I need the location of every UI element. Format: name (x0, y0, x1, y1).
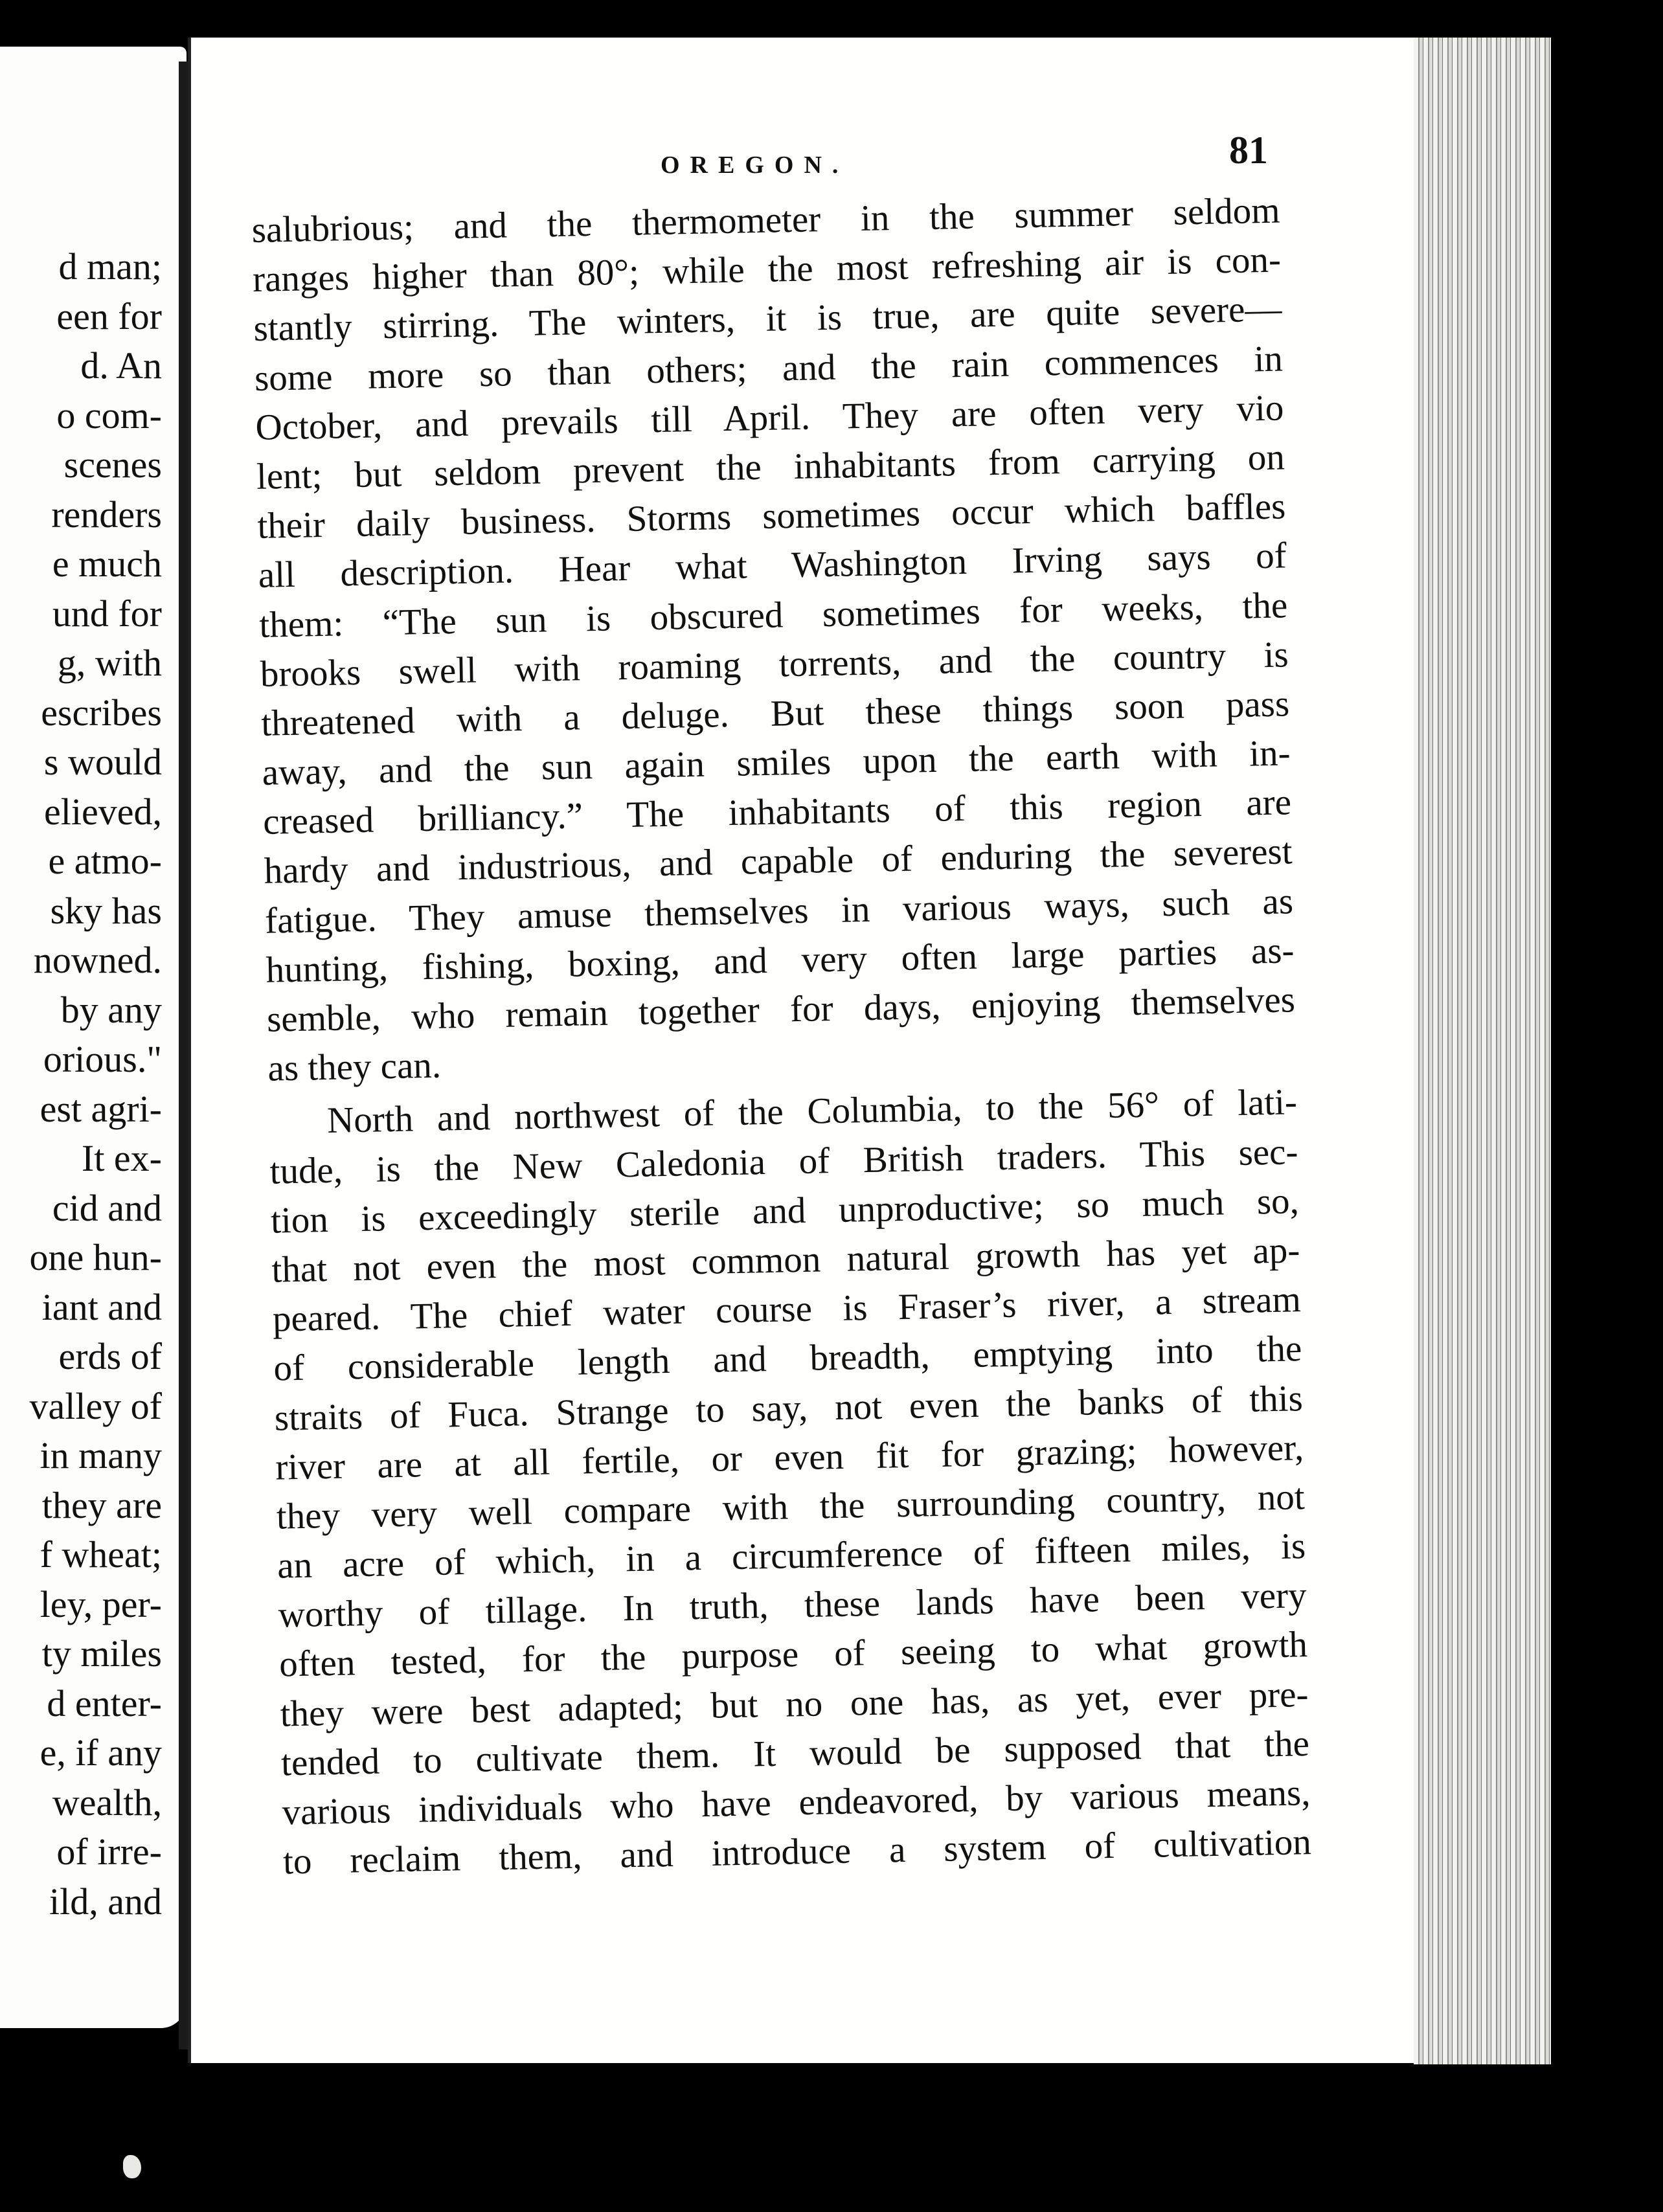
text-line: peared. The chief water course is Fraser’s river, a stream (272, 1279, 1302, 1340)
text-line: often tested, for the purpose of seeing to what growth (278, 1624, 1308, 1686)
text-line: threatened with a deluge. But these things soon pass (260, 683, 1290, 744)
page-body (251, 186, 1312, 1887)
left-line: iant and (41, 1285, 162, 1328)
text-line: river are at all fertile, or even fit for grazing; however, (275, 1427, 1304, 1488)
left-line: o com- (56, 394, 162, 436)
left-line: scenes (63, 444, 162, 486)
left-line: s would (43, 741, 162, 783)
left-line: renders (51, 493, 162, 536)
left-line: orious." (43, 1038, 162, 1080)
text-line: creased brilliancy.” The inhabitants of this region are (262, 782, 1292, 843)
left-line: d enter- (47, 1682, 162, 1724)
left-line: in many (40, 1434, 162, 1476)
background-edge (1551, 0, 1663, 2212)
text-line: to reclaim them, and introduce a system of cultivation (282, 1822, 1312, 1882)
page-number: 81 (1229, 129, 1268, 172)
text-line: hardy and industrious, and capable of enduring the severest (264, 831, 1293, 892)
text-line: North and northwest of the Columbia, to the 56° of lati- (326, 1081, 1298, 1142)
text-line: semble, who remain together for days, enjoying themselves (266, 979, 1296, 1040)
left-line: cid and (52, 1186, 162, 1229)
text-line: tended to cultivate them. It would be supposed that the (280, 1722, 1310, 1784)
left-line: nowned. (33, 939, 162, 981)
paper-blemish (123, 2155, 141, 2178)
text-line: brooks swell with roaming torrents, and the country is (260, 634, 1289, 695)
text-line: that not even the most common natural growth has yet ap- (271, 1230, 1300, 1291)
left-line: e, if any (40, 1732, 162, 1774)
text-line: as they can. (267, 1044, 442, 1089)
text-line: hunting, fishing, boxing, and very often large parties as- (266, 930, 1295, 991)
text-line: all description. Hear what Washington Irving says of (258, 535, 1287, 596)
text-line: fatigue. They amuse themselves in various ways, such as (264, 880, 1294, 942)
left-line: und for (52, 592, 162, 635)
text-line: they were best adapted; but no one has, as yet, ever pre- (280, 1673, 1309, 1735)
left-line: of irre- (56, 1831, 162, 1873)
left-line: ty miles (41, 1632, 162, 1675)
text-line: straits of Fuca. Strange to say, not even the banks of this (274, 1377, 1304, 1439)
text-line: worthy of tillage. In truth, these lands have been very (278, 1575, 1307, 1636)
left-line: erds of (58, 1335, 162, 1377)
text-line: salubrious; and the thermometer in the summer seldom (251, 190, 1281, 251)
left-line: e atmo- (48, 840, 162, 882)
left-line: ild, and (49, 1880, 162, 1923)
text-line: stantly stirring. The winters, it is true, are quite severe— (253, 288, 1282, 350)
left-line: It ex- (82, 1137, 162, 1179)
left-page-text (29, 242, 162, 1926)
text-line: their daily business. Storms sometimes occur which baffles (256, 486, 1286, 547)
left-line: e much (52, 543, 162, 585)
text-line: some more so than others; and the rain commences in (254, 338, 1284, 399)
text-line: tude, is the New Caledonia of British traders. This sec- (269, 1131, 1298, 1192)
text-line: lent; but seldom prevent the inhabitants from carrying on (256, 436, 1285, 497)
left-line: d. An (80, 344, 162, 387)
text-line: away, and the sun again smiles upon the earth with in- (262, 732, 1291, 793)
left-line: f wheat; (40, 1533, 162, 1575)
left-line: by any (60, 988, 162, 1031)
left-line: ley, per- (40, 1583, 162, 1625)
text-line: October, and prevails till April. They are often very vio (255, 387, 1284, 448)
text-line: of considerable length and breadth, emptying into the (273, 1328, 1302, 1389)
left-line: est agri- (40, 1087, 162, 1130)
left-line: valley of (29, 1384, 162, 1427)
text-line: an acre of which, in a circumference of fifteen miles, is (277, 1526, 1306, 1586)
left-page-fragment (0, 47, 187, 2028)
left-line: d man; (58, 245, 162, 288)
page-edges (1414, 38, 1551, 2064)
text-line: they very well compare with the surrounding country, not (276, 1476, 1306, 1537)
running-title: OREGON. (661, 152, 849, 179)
left-line: elieved, (44, 790, 162, 833)
left-line: wealth, (52, 1781, 162, 1823)
left-line: they are (41, 1484, 162, 1526)
text-line: them: “The sun is obscured sometimes for weeks, the (258, 584, 1288, 646)
left-line: een for (56, 295, 162, 337)
left-line: one hun- (29, 1236, 162, 1278)
left-line: g, with (57, 642, 162, 684)
text-line: ranges higher than 80°; while the most refreshing air is con- (252, 239, 1282, 300)
text-line: tion is exceedingly sterile and unproductive; so much so, (270, 1180, 1300, 1241)
left-line: escribes (41, 691, 162, 734)
left-line: sky has (50, 889, 162, 932)
text-line: various individuals who have endeavored, by various means, (282, 1772, 1311, 1833)
